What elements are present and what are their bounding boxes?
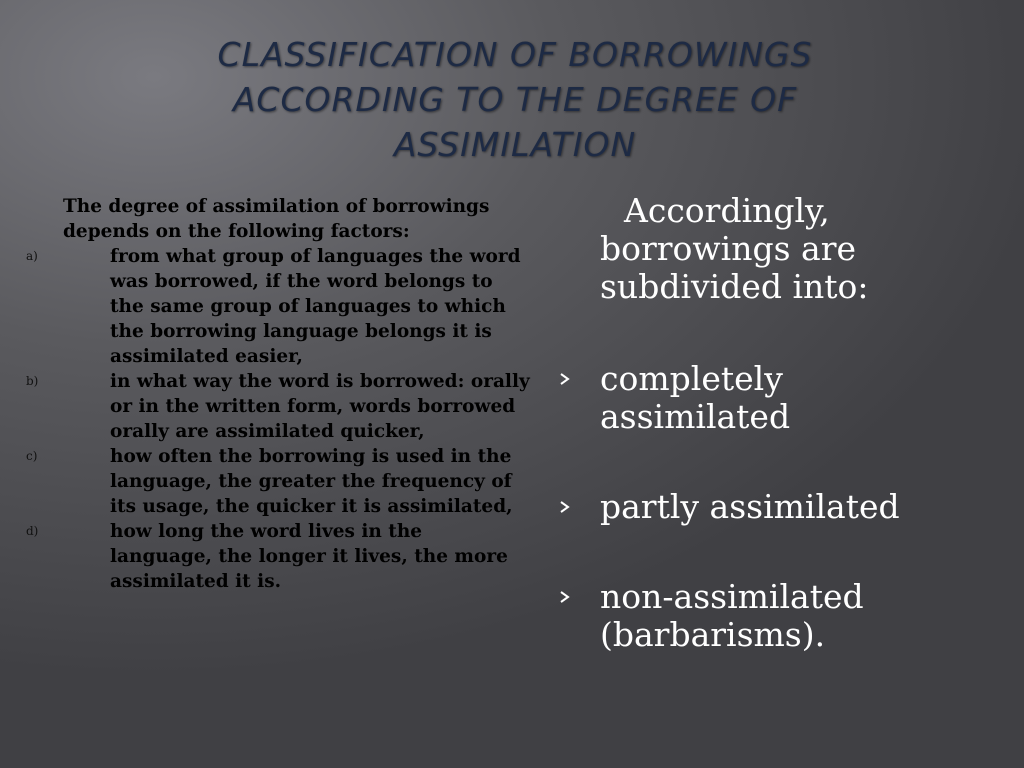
classification-intro: Accordingly, borrowings are subdivided into: xyxy=(600,191,869,306)
factor-marker: c) xyxy=(26,449,38,463)
chevron-right-icon xyxy=(558,590,572,604)
factor-marker: a) xyxy=(26,249,38,263)
chevron-right-icon xyxy=(558,500,572,514)
title-line-1: CLASSIFICATION OF BORROWINGS xyxy=(217,35,813,74)
right-content-column xyxy=(548,192,968,706)
classification-label: non-assimilated (barbarisms). xyxy=(600,577,864,654)
classification-list xyxy=(548,360,968,654)
factor-text: from what group of languages the word was borrowed, if the word belongs to the same group of languages to which the borrowing language belongs it is assimilated easier, xyxy=(110,246,521,367)
title-line-3: ASSIMILATION xyxy=(393,125,637,164)
title-line-2: ACCORDING TO THE DEGREE OF xyxy=(232,80,798,119)
factor-list xyxy=(20,244,530,594)
classification-item-non-assimilated xyxy=(548,578,968,654)
left-content-column xyxy=(20,194,530,594)
factor-item-c xyxy=(20,444,530,519)
factor-marker: d) xyxy=(26,524,39,538)
chevron-right-icon xyxy=(558,372,572,386)
slide-title xyxy=(120,32,910,167)
classification-item-completely xyxy=(548,360,968,436)
factor-text: in what way the word is borrowed: orally or in the written form, words borrowed orally are assimilated quicker, xyxy=(110,371,530,442)
factors-intro: The degree of assimilation of borrowings depends on the following factors: xyxy=(63,196,490,242)
factor-marker: b) xyxy=(26,374,39,388)
factor-text: how long the word lives in the language, the longer it lives, the more assimilated it is. xyxy=(110,521,508,592)
factor-item-b xyxy=(20,369,530,444)
classification-label: completely assimilated xyxy=(600,359,791,436)
factor-item-a xyxy=(20,244,530,369)
classification-item-partly xyxy=(548,488,968,526)
classification-label: partly assimilated xyxy=(600,487,900,526)
factor-text: how often the borrowing is used in the language, the greater the frequency of its usage, the quicker it is assimilated, xyxy=(110,446,513,517)
factor-item-d xyxy=(20,519,530,594)
